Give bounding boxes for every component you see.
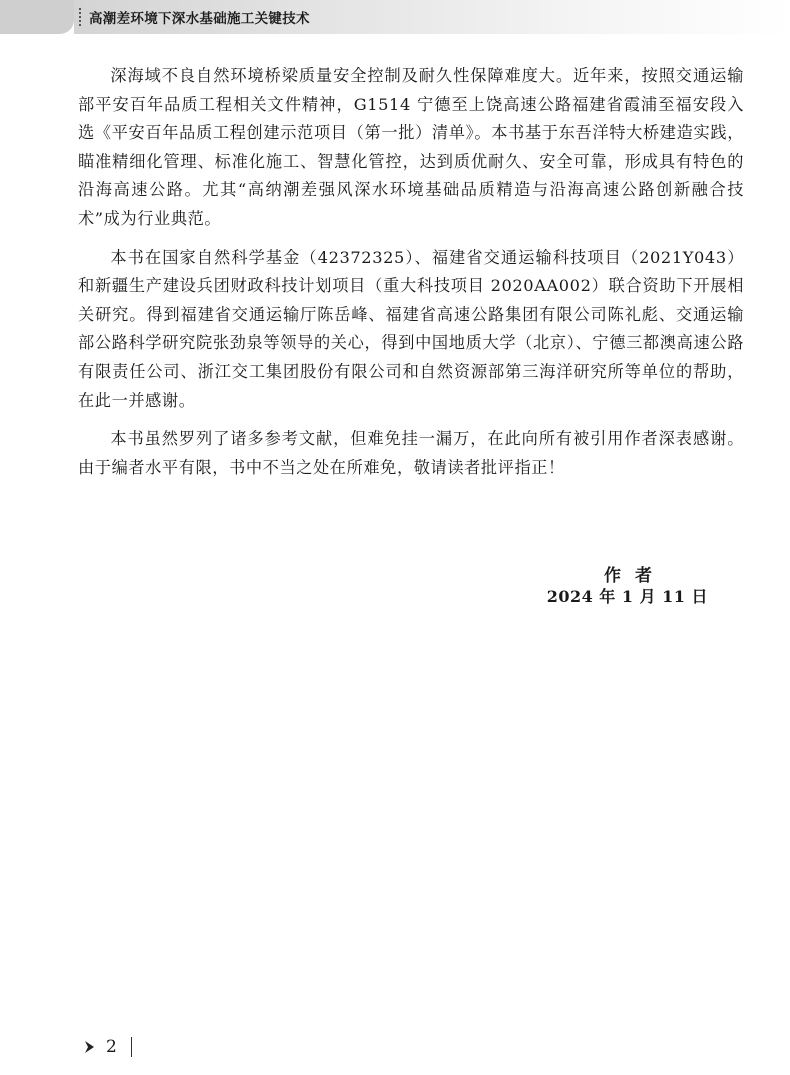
page-footer [84, 1034, 132, 1060]
header-dotted-divider [79, 8, 84, 26]
footer-divider [131, 1037, 133, 1057]
running-header-title: 高潮差环境下深水基础施工关键技术 [89, 11, 310, 27]
page-number: 2 [106, 1037, 117, 1057]
page-body [78, 62, 744, 492]
paragraph-2: 本书在国家自然科学基金（42372325）、福建省交通运输科技项目（2021Y043）和新疆生产建设兵团财政科技计划项目（重大科技项目 2020AA002）联合资助下开展相关研究。得到福建省交通运输厅陈岳峰、福建省高速公路集团有限公司陈礼彪、交通运输部公路科学研究院张劲泉等领导的关心，得到中国地质大学（北京）、宁德三都澳高速公路有限责任公司、浙江交工集团股份有限公司和自然资源部第三海洋研究所等单位的帮助，在此一并感谢。 [78, 247, 744, 410]
signature-date: 2024 年 1 月 11 日 [546, 587, 708, 606]
arrow-right-icon [84, 1040, 96, 1054]
author-signature: 作者 [604, 566, 666, 586]
paragraph-3: 本书虽然罗列了诸多参考文献，但难免挂一漏万，在此向所有被引用作者深表感谢。由于编者水平有限，书中不当之处在所难免，敬请读者批评指正！ [78, 429, 744, 477]
paragraph-1: 深海域不良自然环境桥梁质量安全控制及耐久性保障难度大。近年来，按照交通运输部平安百年品质工程相关文件精神，G1514 宁德至上饶高速公路福建省霞浦至福安段入选《平安百年品质工程创建示范项目（第一批）清单》。本书基于东吾洋特大桥建造实践，瞄准精细化管理、标准化施工、智慧化管控，达到质优耐久、安全可靠，形成具有特色的沿海高速公路。尤其“高纳潮差强风深水环境基础品质精造与沿海高速公路创新融合技术”成为行业典范。 [78, 66, 744, 228]
header-tab [0, 0, 74, 34]
